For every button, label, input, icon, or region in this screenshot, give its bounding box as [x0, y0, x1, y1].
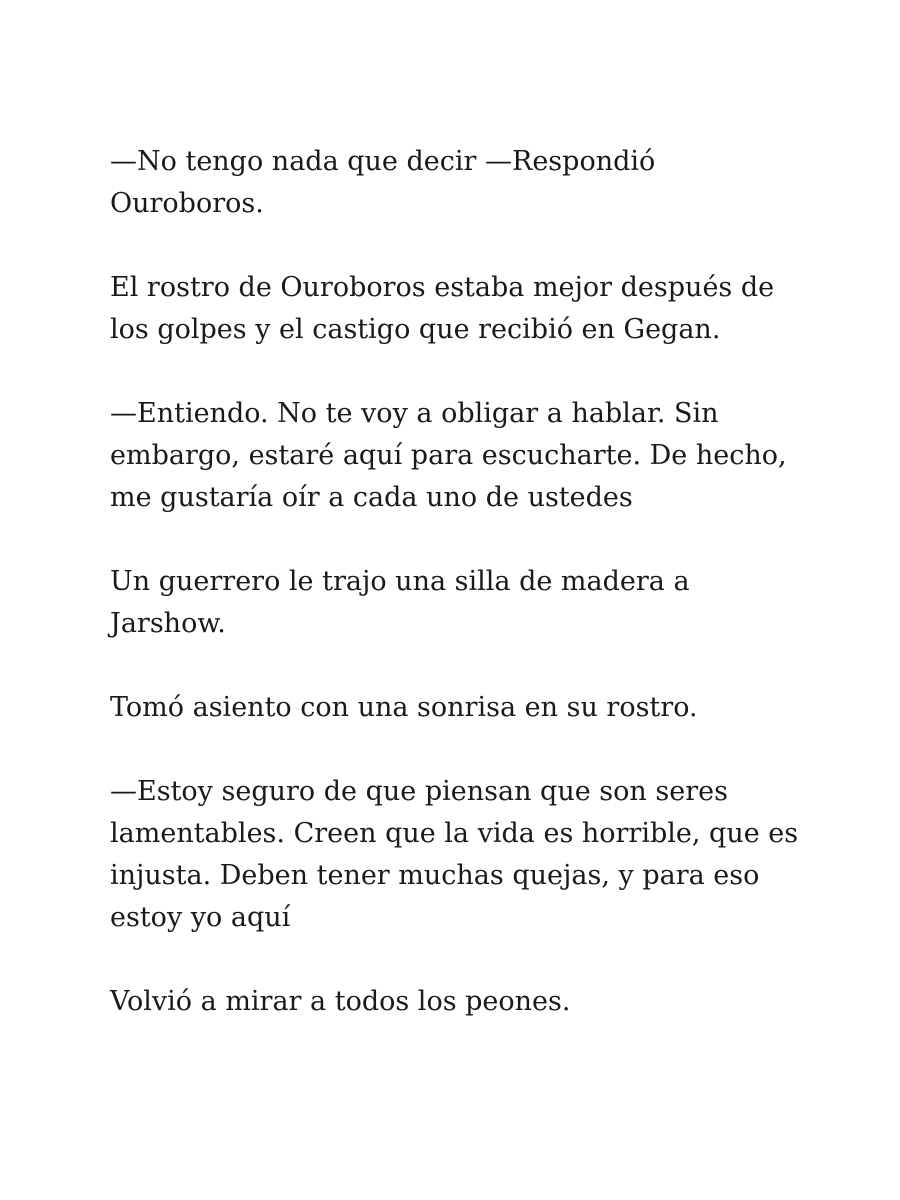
paragraph-dialogue-ouroboros: —No tengo nada que decir —Respondió Ouroboros.	[110, 146, 656, 219]
text-column	[110, 141, 800, 1023]
paragraph-dialogue-complaints: —Estoy seguro de que piensan que son seres lamentables. Creen que la vida es horrible, que es injusta. Deben tener muchas quejas, y para eso estoy yo aquí	[110, 776, 799, 933]
paragraph-looked-at-pawns: Volvió a mirar a todos los peones.	[110, 986, 571, 1017]
paragraph-dialogue-listen: —Entiendo. No te voy a obligar a hablar. Sin embargo, estaré aquí para escucharte. De hecho, me gustaría oír a cada uno de ustedes	[110, 398, 787, 513]
paragraph-ouroboros-face: El rostro de Ouroboros estaba mejor después de los golpes y el castigo que recibió en Gegan.	[110, 272, 775, 345]
paragraph-chair: Un guerrero le trajo una silla de madera a Jarshow.	[110, 566, 690, 639]
paragraph-sat-down: Tomó asiento con una sonrisa en su rostro.	[110, 692, 698, 723]
